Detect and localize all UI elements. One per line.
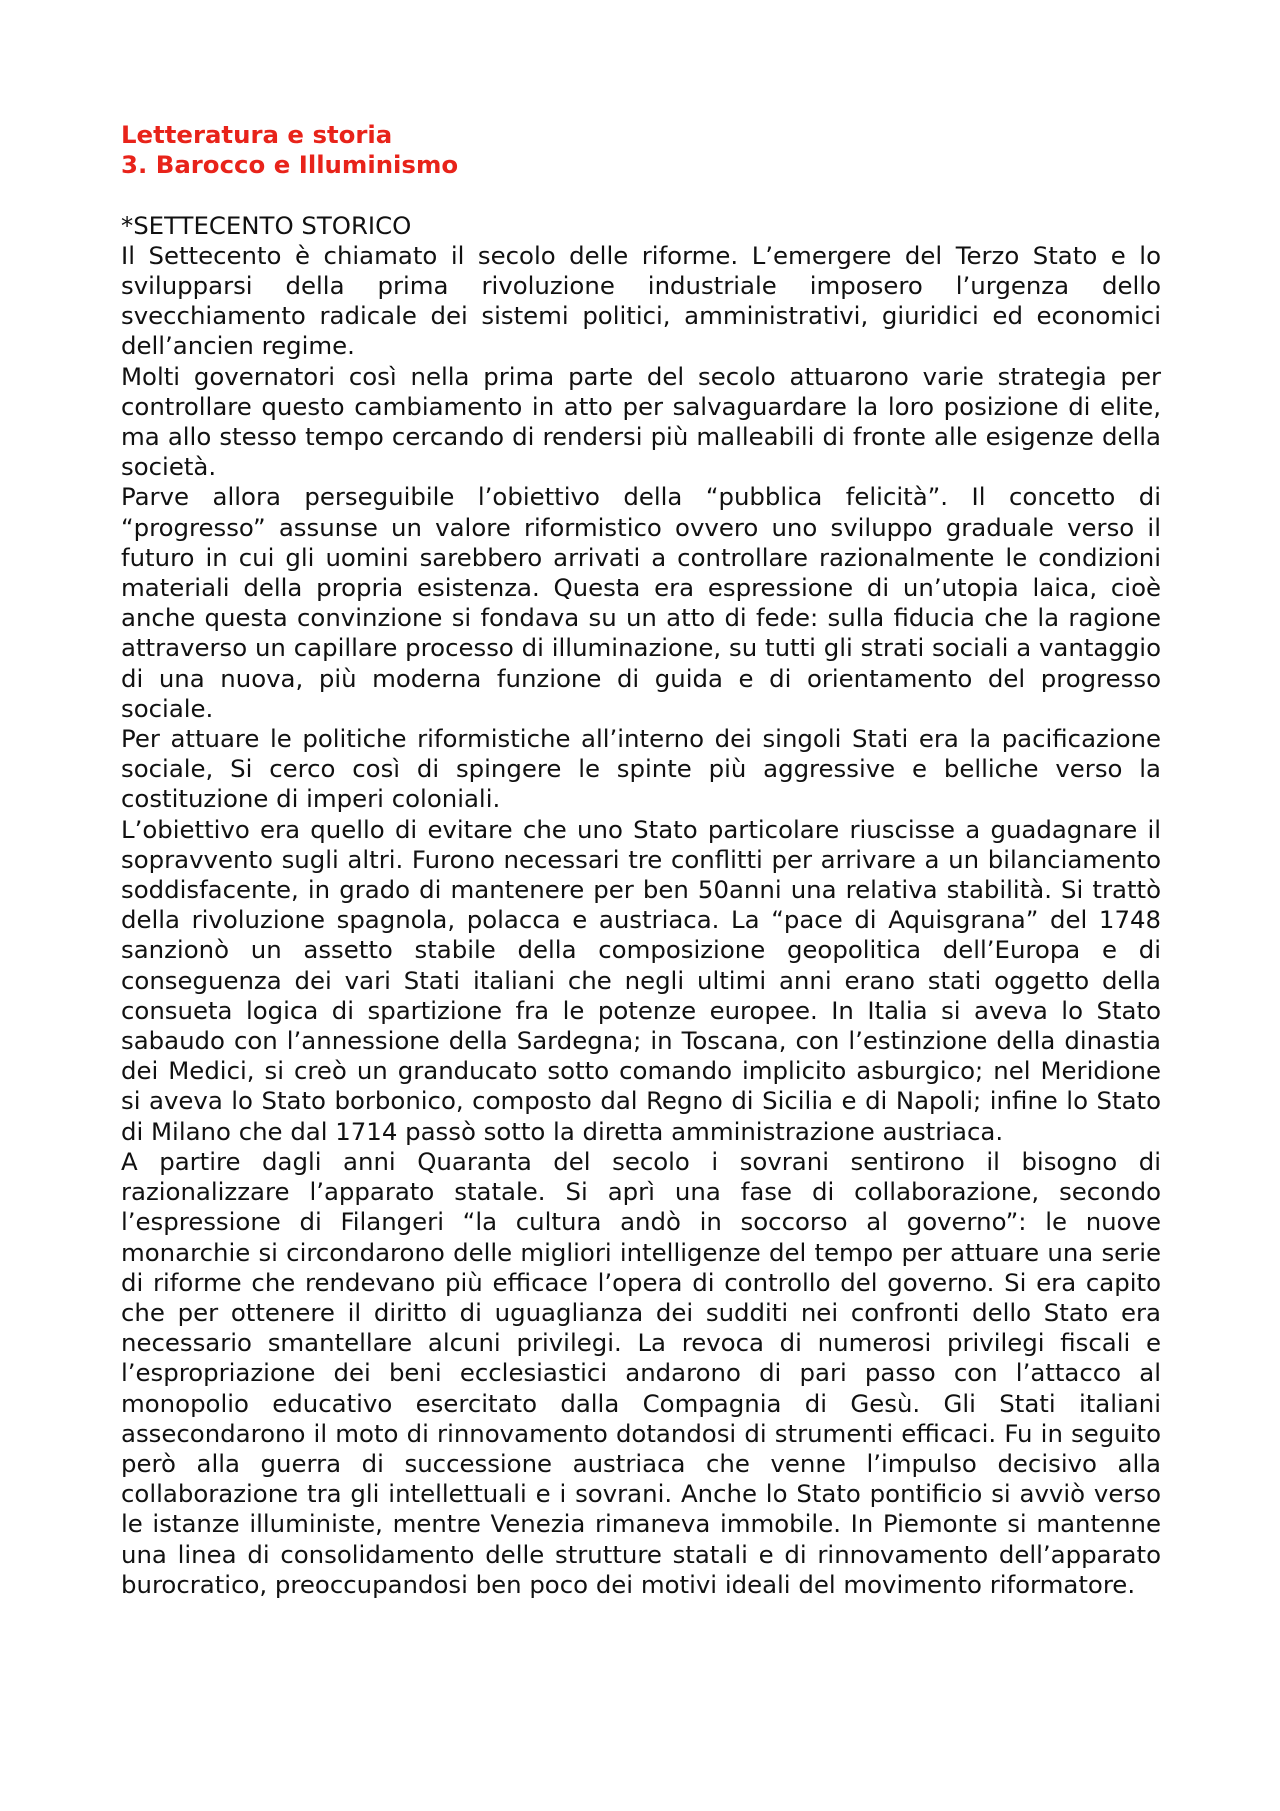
paragraph: Parve allora perseguibile l’obiettivo della “pubblica felicità”. Il concetto di “progresso” assunse un valore riformistico ovvero uno sviluppo graduale verso il futuro in cui gli uomini sarebbero arrivati a controllare razionalmente le condizioni materiali della propria esistenza. Questa era espressione di un’utopia laica, cioè anche questa convinzione si fondava su un atto di fede: sulla fiducia che la ragione attraverso un capillare processo di illuminazione, su tutti gli strati sociali a vantaggio di una nuova, più moderna funzione di guida e di orientamento del progresso sociale.: [121, 482, 1161, 723]
paragraph: L’obiettivo era quello di evitare che uno Stato particolare riuscisse a guadagnare il sopravvento sugli altri. Furono necessari tre conflitti per arrivare a un bilanciamento soddisfacente, in grado di mantenere per ben 50anni una relativa stabilità. Si trattò della rivoluzione spagnola, polacca e austriaca. La “pace di Aquisgrana” del 1748 sanzionò un assetto stabile della composizione geopolitica dell’Europa e di conseguenza dei vari Stati italiani che negli ultimi anni erano stati oggetto della consueta logica di spartizione fra le potenze europee. In Italia si aveva lo Stato sabaudo con l’annessione della Sardegna; in Toscana, con l’estinzione della dinastia dei Medici, si creò un granducato sotto comando implicito asburgico; nel Meridione si aveva lo Stato borbonico, composto dal Regno di Sicilia e di Napoli; infine lo Stato di Milano che dal 1714 passò sotto la diretta amministrazione austriaca.: [121, 814, 1161, 1146]
paragraph: Per attuare le politiche riformistiche all’interno dei singoli Stati era la pacificazione sociale, Si cerco così di spingere le spinte più aggressive e belliche verso la costituzione di imperi coloniali.: [121, 724, 1161, 814]
paragraph: Il Settecento è chiamato il secolo delle riforme. L’emergere del Terzo Stato e lo svilupparsi della prima rivoluzione industriale imposero l’urgenza dello svecchiamento radicale dei sistemi politici, amministrativi, giuridici ed economici dell’ancien regime.: [121, 240, 1161, 361]
title-spacer: [121, 180, 1161, 210]
document-subtitle: 3. Barocco e Illuminismo: [121, 150, 459, 180]
paragraph: A partire dagli anni Quaranta del secolo i sovrani sentirono il bisogno di razionalizzare l’apparato statale. Si aprì una fase di collaborazione, secondo l’espressione di Filangeri “la cultura andò in soccorso al governo”: le nuove monarchie si circondarono delle migliori intelligenze del tempo per attuare una serie di riforme che rendevano più efficace l’opera di controllo del governo. Si era capito che per ottenere il diritto di uguaglianza dei sudditi nei confronti dello Stato era necessario smantellare alcuni privilegi. La revoca di numerosi privilegi fiscali e l’espropriazione dei beni ecclesiastici andarono di pari passo con l’attacco al monopolio educativo esercitato dalla Compagnia di Gesù. Gli Stati italiani assecondarono il moto di rinnovamento dotandosi di strumenti efficaci. Fu in seguito però alla guerra di successione austriaca che venne l’impulso decisivo alla collaborazione tra gli intellettuali e i sovrani. Anche lo Stato pontificio si avviò verso le istanze illuministe, mentre Venezia rimaneva immobile. In Piemonte si mantenne una linea di consolidamento delle strutture statali e di rinnovamento dell’apparato burocratico, preoccupandosi ben poco dei motivi ideali del movimento riformatore.: [121, 1146, 1161, 1599]
section-heading: *SETTECENTO STORICO: [121, 210, 412, 240]
document-body: [121, 120, 1161, 1600]
document-title: Letteratura e storia: [121, 120, 393, 149]
paragraph: Molti governatori così nella prima parte del secolo attuarono varie strategia per controllare questo cambiamento in atto per salvaguardare la loro posizione di elite, ma allo stesso tempo cercando di rendersi più malleabili di fronte alle esigenze della società.: [121, 361, 1161, 482]
